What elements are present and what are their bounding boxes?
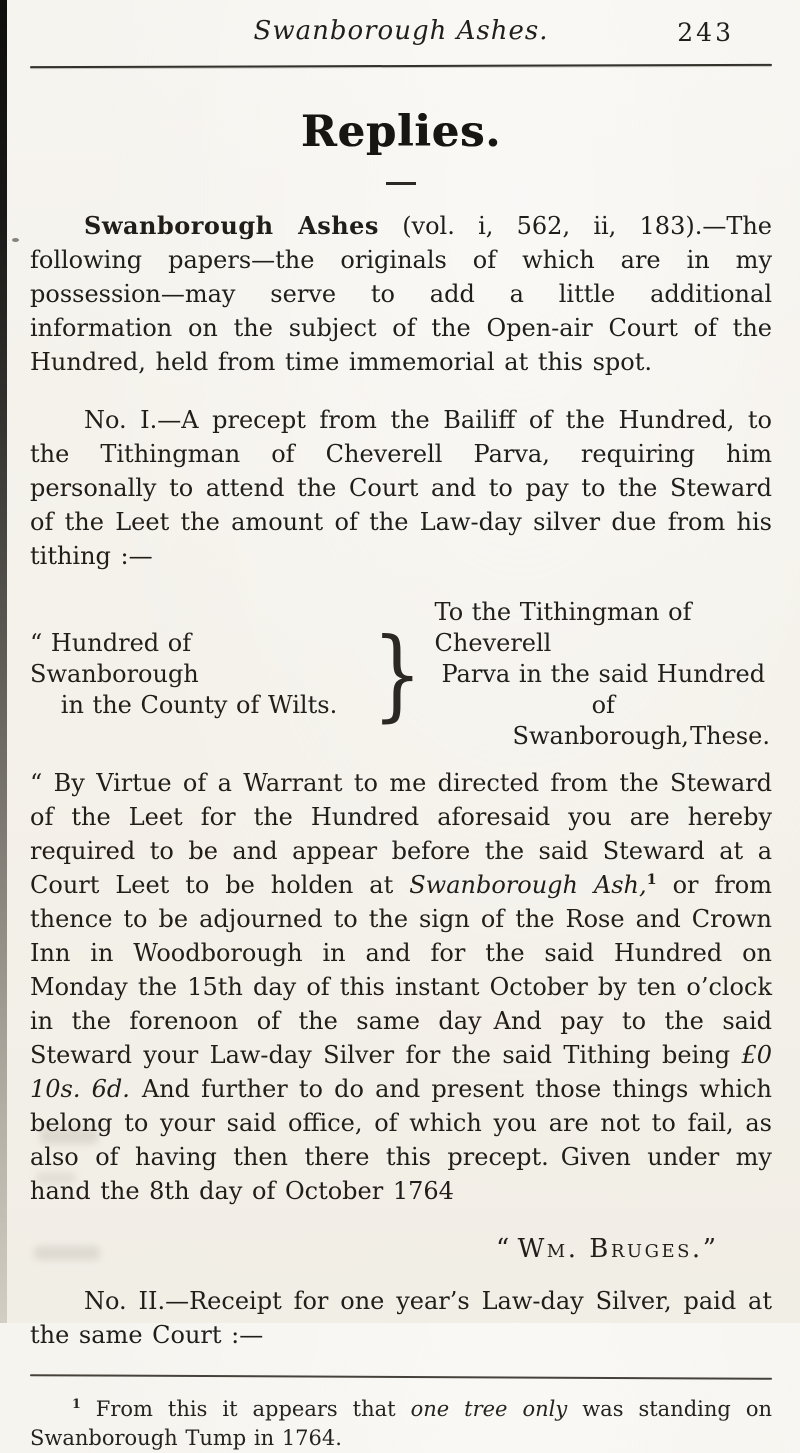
paragraph-no1: No. I.—A precept from the Bailiff of the Hundred, to the Tithingman of Cheverell Parva, requiring him personally to attend the Court and to pay to the Steward of the Leet the amount of the Law-day silver due from his tithing :— bbox=[30, 406, 772, 571]
footnote-text: $^1$ From this it appears that one tree only was standing on Swanborough Tump in 1764. bbox=[30, 1396, 773, 1451]
address-sender-line: in the County of Wilts. bbox=[60, 691, 338, 720]
address-block bbox=[30, 597, 772, 752]
heading-divider bbox=[386, 182, 416, 185]
address-recipient-place: Swanborough, bbox=[512, 722, 689, 751]
paragraph-letter: “ By Virtue of a Warrant to me directed from the Steward of the Leet for the Hundred aforesaid you are hereby required to be and appear before the said Steward at a Court Leet to be holden at Swanborough Ash,$^1$ or from thence to be adjourned to the sign of the Rose and Crown Inn in Woodborough in and for the said Hundred on Monday the 15th day of this instant October by ten o’clock in the forenoon of the same day And pay to the said Steward your Law-day Silver for the said Tithing being £0 10s. 6d. And further to do and present those things which belong to your said office, of which you are not to fail, as also of having then there this precept. Given under my hand the 8th day of October 1764 bbox=[30, 769, 773, 1206]
address-recipient bbox=[435, 597, 772, 752]
address-recipient-line: To the Tithingman of Cheverell bbox=[434, 598, 692, 658]
address-sender-line: “ Hundred of Swanborough bbox=[30, 629, 199, 689]
curly-brace: } bbox=[372, 616, 423, 733]
page-header bbox=[30, 16, 772, 52]
page-number: 243 bbox=[677, 18, 734, 47]
address-recipient-these: These. bbox=[690, 722, 770, 751]
header-rule bbox=[30, 64, 772, 68]
address-sender bbox=[30, 628, 368, 721]
footnote-rule bbox=[30, 1374, 772, 1380]
paragraph-no2: No. II.—Receipt for one year’s Law-day Silver, paid at the same Court :— bbox=[30, 1287, 772, 1350]
address-recipient-line: Parva in the said Hundred of bbox=[441, 660, 766, 720]
footnote bbox=[30, 1395, 772, 1453]
running-title: Swanborough Ashes. bbox=[253, 16, 549, 46]
signature: “ Wm. Bruges.” bbox=[496, 1234, 716, 1265]
section-heading: Replies. bbox=[300, 107, 502, 157]
scan-speck bbox=[12, 238, 19, 242]
paragraph-intro: Swanborough Ashes (vol. i, 562, ii, 183).—The following papers—the originals of which are in my possession—may serve to add a little additional information on the subject of the Open-air Court of the Hundred, held from time immemorial at this spot. bbox=[30, 211, 772, 377]
address-recipient-line bbox=[435, 721, 772, 752]
scan-gutter-edge bbox=[0, 0, 7, 1323]
scanned-page bbox=[30, 0, 772, 1453]
